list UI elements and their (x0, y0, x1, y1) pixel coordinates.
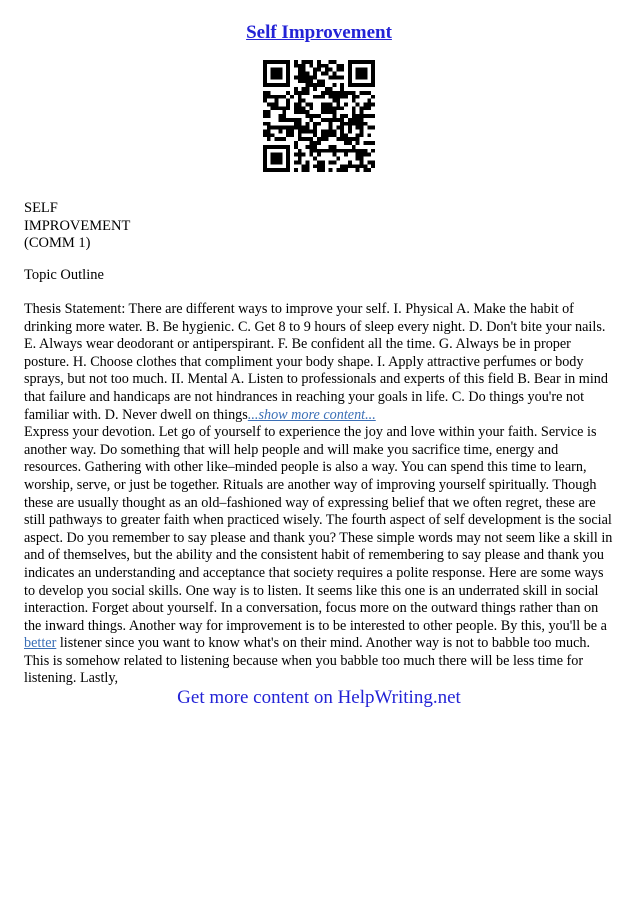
document-header (24, 200, 130, 253)
header-line-1: SELF (24, 200, 58, 216)
paragraph-1 (24, 301, 616, 424)
footer (0, 687, 638, 709)
paragraph-1-text: Thesis Statement: There are different ways to improve your self. I. Physical A. Make the habit of drinking more water. B. Be hygienic. C. Get 8 to 9 hours of sleep every night. D. Don't bite your nails. E. Always wear deodorant or antiperspirant. F. Be confident all the time. G. Always be in proper posture. H. Choose clothes that compliment your body shape. I. Apply attractive perfumes or body sprays, but not too much. II. Mental A. Listen to professionals and experts of this field B. Bear in mind that failure and handicaps are not hindrances in reaching your goals in life. C. Do things you're not familiar with. D. Never dwell on things (24, 301, 608, 423)
page-title (0, 22, 638, 44)
qr-code (263, 60, 375, 172)
document-body (24, 301, 616, 688)
header-line-3: (COMM 1) (24, 235, 91, 251)
topic-outline-heading: Topic Outline (24, 267, 104, 283)
title-link[interactable]: Self Improvement (246, 22, 392, 43)
show-more-link[interactable]: ...show more content... (247, 406, 376, 423)
footer-link[interactable]: Get more content on HelpWriting.net (177, 687, 461, 708)
paragraph-2 (24, 424, 616, 688)
paragraph-2-tail: listener since you want to know what's on their mind. Another way is not to babble too much. This is somehow related to listening because when you babble too much there will be less time for listening. Lastly, (24, 635, 591, 687)
better-link[interactable]: better (24, 635, 57, 652)
paragraph-2-text: Express your devotion. Let go of yourself to experience the joy and love within your faith. Service is another way. Do something that will help people and will make you sacrifice time, energy and resources. Gathering with other like–minded people is also a way. You can spend this time to learn, worship, serve, or just be together. Rituals are another way of improving yourself spiritually. Though these are usually thought as an old–fashioned way of expressing belief that we often regret, these are still pathways to greater faith when practiced wisely. The fourth aspect of self development is the social aspect. Do you remember to say please and thank you? These simple words may not seem like a skill in and of themselves, but the ability and the consistent habit of remembering to say please and thank you indicates an understanding and acceptance that society requires a polite response. Here are some ways to develop you social skills. One way is to listen. It seems like this one is an underrated skill in social interaction. Forget about yourself. In a conversation, focus more on the outward things rather than on the inward things. Another way for improvement is to be interested to other people. By this, you'll be a (24, 424, 613, 634)
header-line-2: IMPROVEMENT (24, 217, 131, 234)
